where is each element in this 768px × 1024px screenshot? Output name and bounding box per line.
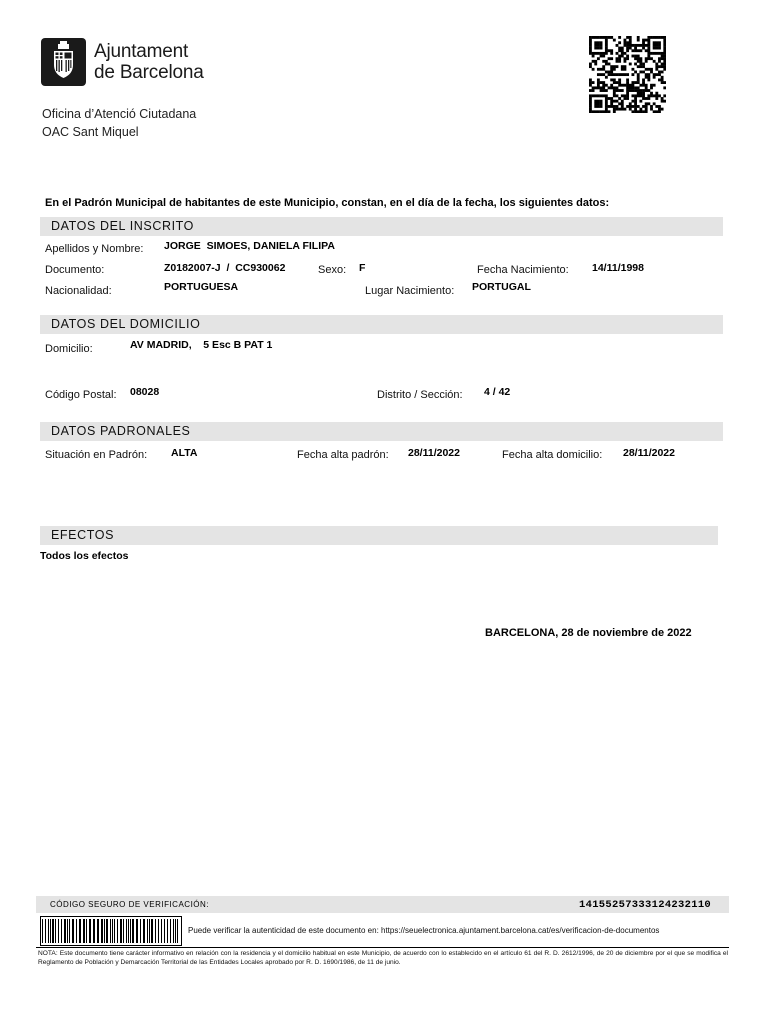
codigo-postal-value: 08028 <box>130 386 160 398</box>
barcode-icon <box>40 916 182 946</box>
documento-value: Z0182007-J / CC930062 <box>164 262 286 274</box>
org-name-line1: Ajuntament <box>94 41 189 62</box>
office-block <box>42 106 196 141</box>
section-title-domicilio: DATOS DEL DOMICILIO <box>51 317 201 331</box>
alta-padron-label: Fecha alta padrón: <box>297 449 389 461</box>
section-title-inscrito: DATOS DEL INSCRITO <box>51 219 195 233</box>
sexo-value: F <box>359 262 366 274</box>
codigo-postal-label: Código Postal: <box>45 389 117 401</box>
nacionalidad-value: PORTUGUESA <box>164 281 239 293</box>
domicilio-value: AV MADRID, 5 Esc B PAT 1 <box>130 339 273 351</box>
qr-code-icon <box>589 36 666 113</box>
situacion-value: ALTA <box>171 447 198 459</box>
distrito-value: 4 / 42 <box>484 386 511 398</box>
section-bar-efectos <box>40 526 718 545</box>
lugar-nacimiento-label: Lugar Nacimiento: <box>365 285 455 297</box>
distrito-label: Distrito / Sección: <box>377 389 463 401</box>
alta-domicilio-label: Fecha alta domicilio: <box>502 449 603 461</box>
intro-text: En el Padrón Municipal de habitantes de este Municipio, constan, en el día de la fecha, los siguientes datos: <box>45 197 610 209</box>
fecha-nacimiento-value: 14/11/1998 <box>592 262 644 274</box>
office-line1: Oficina d’Atenció Ciutadana <box>42 107 197 121</box>
alta-padron-value: 28/11/2022 <box>408 447 460 459</box>
place-date: BARCELONA, 28 de noviembre de 2022 <box>485 627 692 639</box>
verification-url-text: Puede verificar la autenticidad de este documento en: https://seuelectronica.ajuntament.barcelona.cat/es/verificacion-de-documentos <box>188 926 660 935</box>
alta-domicilio-value: 28/11/2022 <box>623 447 675 459</box>
org-name <box>94 41 204 83</box>
fecha-nacimiento-label: Fecha Nacimiento: <box>477 264 569 276</box>
domicilio-label: Domicilio: <box>45 343 93 355</box>
barcelona-shield-icon <box>41 38 86 86</box>
nacionalidad-label: Nacionalidad: <box>45 285 112 297</box>
verification-label: CÓDIGO SEGURO DE VERIFICACIÓN: <box>50 900 210 909</box>
sexo-label: Sexo: <box>318 264 347 276</box>
documento-label: Documento: <box>45 264 105 276</box>
verification-code: 14155257333124232110 <box>579 899 712 911</box>
efectos-value: Todos los efectos <box>40 550 129 562</box>
lugar-nacimiento-value: PORTUGAL <box>472 281 531 293</box>
org-name-line2: de Barcelona <box>94 62 204 83</box>
apellidos-value: JORGE SIMOES, DANIELA FILIPA <box>164 240 335 252</box>
nota-text: NOTA: Este documento tiene carácter informativo en relación con la residencia y el domicilio habitual en este Municipio, de acuerdo con lo establecido en el artículo 61 del R. D. 2612/1996, de 20 de diciembre por el que se modifica el Reglamento de Población y Demarcación Territorial de las Entidades Locales aprobado por R. D. 1690/1986, de 11 de junio. <box>38 950 728 966</box>
nota-divider <box>36 947 729 948</box>
section-title-padronales: DATOS PADRONALES <box>51 424 191 438</box>
office-line2: OAC Sant Miquel <box>42 124 139 139</box>
apellidos-label: Apellidos y Nombre: <box>45 243 144 255</box>
section-title-efectos: EFECTOS <box>51 528 115 542</box>
situacion-label: Situación en Padrón: <box>45 449 148 461</box>
